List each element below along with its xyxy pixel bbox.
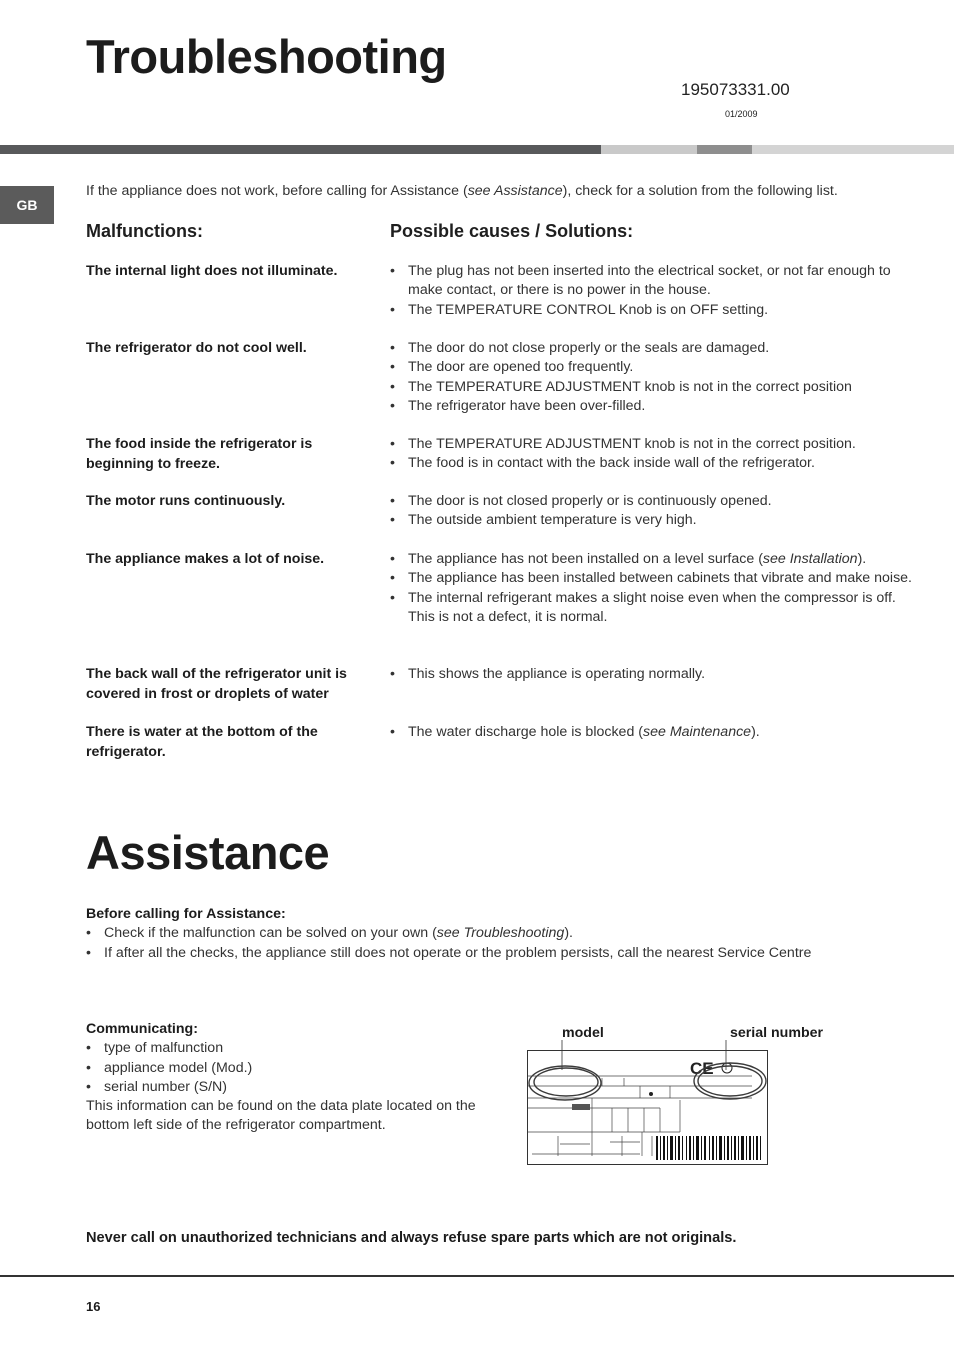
solutions-header: Possible causes / Solutions: [390, 221, 634, 241]
header-rule-light-2 [752, 145, 954, 154]
solution-link: see Installation [762, 551, 858, 567]
plate-label-model: model [562, 1025, 604, 1041]
before-item-after: ). [564, 925, 573, 942]
malfunction-text: The internal light does not illuminate. [86, 263, 338, 279]
solution-item: • The outside ambient temperature is very high. [390, 511, 926, 530]
solution-list [390, 262, 926, 320]
document-number: 195073331.00 [681, 80, 790, 99]
ce-mark: CE [690, 1059, 714, 1078]
communicating-list [86, 1039, 486, 1097]
footer-rule [0, 1275, 954, 1277]
header-rule-light-1 [601, 145, 697, 154]
solution-list [390, 339, 926, 416]
solution-item: • The TEMPERATURE ADJUSTMENT knob is not in the correct position [390, 378, 926, 397]
malfunction-text: The appliance makes a lot of noise. [86, 551, 325, 567]
solution-item: • This shows the appliance is operating normally. [390, 665, 926, 684]
solution-item: • The food is in contact with the back inside wall of the refrigerator. [390, 454, 926, 473]
language-tab: GB [0, 186, 54, 224]
malfunctions-header: Malfunctions: [86, 221, 203, 241]
solution-text-after: ). [857, 551, 867, 567]
solution-item [390, 550, 926, 569]
malfunction-text: The refrigerator do not cool well. [86, 340, 307, 356]
before-calling-item [86, 924, 926, 943]
header-rule-dark [0, 145, 601, 154]
data-plate-illustration [520, 1036, 776, 1172]
malfunction-text: The food inside the refrigerator is beginning to freeze. [86, 436, 313, 472]
communicating-item: • serial number (S/N) [86, 1078, 486, 1097]
malfunction-text: There is water at the bottom of the refrigerator. [86, 724, 318, 760]
before-item-link: see Troubleshooting [436, 925, 565, 942]
communicating-section [86, 1020, 486, 1136]
intro-text-before: If the appliance does not work, before calling for Assistance ( [86, 183, 468, 199]
before-calling-heading: Before calling for Assistance: [86, 906, 286, 922]
solution-list [390, 492, 926, 531]
solution-text: The water discharge hole is blocked ( [408, 724, 644, 740]
page-title: Troubleshooting [86, 30, 447, 83]
solution-list [390, 723, 926, 742]
malfunction-text: The back wall of the refrigerator unit is covered in frost or droplets of water [86, 666, 347, 702]
solution-item [390, 723, 926, 742]
solution-list [390, 665, 926, 684]
solution-item: • The refrigerator have been over-filled. [390, 397, 926, 416]
before-calling-section [86, 905, 926, 963]
intro-text-after: ), check for a solution from the following list. [562, 183, 838, 199]
solution-text: The appliance has not been installed on a level surface ( [408, 551, 763, 567]
solution-text-after: ). [751, 724, 760, 740]
warning-text: Never call on unauthorized technicians and always refuse spare parts which are not originals. [86, 1230, 737, 1246]
solution-list [390, 550, 926, 627]
solution-item: • The appliance has been installed between cabinets that vibrate and make noise. [390, 569, 926, 588]
solution-item: • The door are opened too frequently. [390, 358, 926, 377]
solution-list [390, 435, 926, 474]
solution-item: • The door is not closed properly or is continuously opened. [390, 492, 926, 511]
intro-link: see Assistance [467, 183, 563, 199]
communicating-note: This information can be found on the data plate located on the bottom left side of the refrigerator compartment. [86, 1098, 476, 1134]
before-item-text: Check if the malfunction can be solved on your own ( [104, 925, 437, 942]
communicating-item: • appliance model (Mod.) [86, 1059, 486, 1078]
solution-item: • The TEMPERATURE CONTROL Knob is on OFF setting. [390, 301, 926, 320]
communicating-heading: Communicating: [86, 1021, 198, 1037]
page-number: 16 [86, 1299, 101, 1314]
solution-item: • The door do not close properly or the seals are damaged. [390, 339, 926, 358]
communicating-item: • type of malfunction [86, 1039, 486, 1058]
assistance-title: Assistance [86, 826, 330, 879]
before-calling-list [86, 924, 926, 963]
header-rule-mid [697, 145, 752, 154]
solution-item: • The TEMPERATURE ADJUSTMENT knob is not in the correct position. [390, 435, 926, 454]
before-calling-item: • If after all the checks, the appliance still does not operate or the problem persists, call the nearest Service Centre [86, 944, 926, 963]
malfunction-text: The motor runs continuously. [86, 493, 286, 509]
document-date: 01/2009 [725, 109, 758, 119]
solution-link: see Maintenance [643, 724, 752, 740]
troubleshooting-intro [86, 183, 838, 199]
solution-item: • The plug has not been inserted into the electrical socket, or not far enough to make contact, or there is no power in the house. [390, 262, 926, 301]
plate-label-serial: serial number [730, 1025, 824, 1041]
solution-item: • The internal refrigerant makes a slight noise even when the compressor is off. This is not a defect, it is normal. [390, 589, 926, 628]
